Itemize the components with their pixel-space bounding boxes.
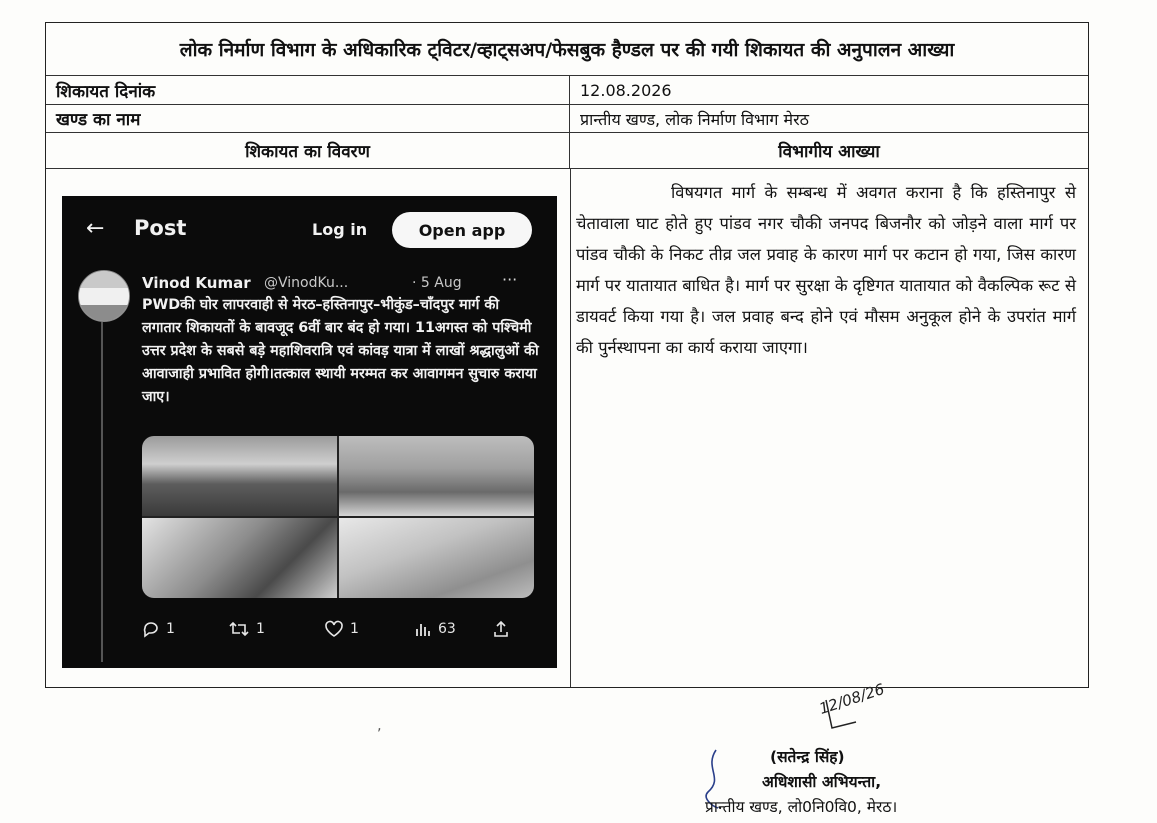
- share-action[interactable]: [492, 620, 510, 638]
- signatory-designation: अधिशासी अभियन्ता,: [762, 773, 882, 791]
- repost-count: 1: [256, 621, 265, 637]
- department-reply-text: विषयगत मार्ग के सम्बन्ध में अवगत कराना है कि हस्तिनापुर से चेतावाला घाट होते हुए पांडव नगर चौकी जनपद बिजनौर को जोड़ने वाला मार्ग पर पांडव चौकी के निकट तीव्र जल प्रवाह के कारण मार्ग पर कटान हो गया, जिस कारण मार्ग पर यातायात बाधित है। मार्ग पर सुरक्षा के दृष्टिगत यातायात को वैकल्पिक रूट से डायवर्ट किया गया है। जल प्रवाह बन्द होने एवं मौसम अनुकूल होने के उपरांत मार्ग की पुर्नस्थापना का कार्य कराया जाएगा।: [576, 183, 1076, 357]
- login-button[interactable]: Log in: [312, 220, 368, 239]
- tweet-text: PWDकी घोर लापरवाही से मेरठ–हस्तिनापुर–भीकुंड–चाँदपुर मार्ग की लगातार शिकायतों के बावजूद 6वीं बार बंद हो गया। 11अगस्त को पश्चिमी उत्तर प्रदेश के सबसे बड़े महाशिवरात्रि एवं कांवड़ यात्रा में लाखों श्रद्धालुओं की आवाजाही प्रभावित होगी।तत्काल स्थायी मरम्मत कर आवागमन सुचारु कराया जाए।: [142, 297, 539, 405]
- repost-action[interactable]: [228, 620, 265, 638]
- views-action[interactable]: [414, 620, 456, 638]
- tweet-photo-4[interactable]: [339, 518, 534, 598]
- avatar[interactable]: [78, 270, 130, 322]
- reply-icon: [142, 620, 160, 638]
- repost-icon: [228, 620, 250, 638]
- open-app-button[interactable]: Open app: [392, 212, 532, 248]
- share-icon: [492, 620, 510, 638]
- tweet-date: · 5 Aug: [412, 275, 462, 291]
- author-handle[interactable]: @VinodKu...: [264, 275, 349, 291]
- like-action[interactable]: [324, 620, 359, 638]
- tweet-screenshot: [62, 196, 557, 668]
- page-title: लोक निर्माण विभाग के अधिकारिक ट्विटर/व्हाट्सअप/फेसबुक हैण्डल पर की गयी शिकायत की अनुपालन आख्या: [179, 39, 955, 61]
- handwritten-date: 12/08/26: [816, 680, 887, 718]
- complaint-date-value: 12.08.2026: [580, 80, 672, 100]
- column-header-row: [46, 133, 1088, 169]
- heart-icon: [324, 620, 344, 638]
- division-value: प्रान्तीय खण्ड, लोक निर्माण विभाग मेरठ: [580, 109, 809, 129]
- tweet-photo-grid[interactable]: [142, 436, 534, 598]
- views-icon: [414, 620, 432, 638]
- like-count: 1: [350, 621, 359, 637]
- division-label: खण्ड का नाम: [56, 110, 141, 130]
- stray-mark: ‚: [377, 718, 382, 734]
- column-divider: [570, 169, 571, 687]
- tweet-photo-2[interactable]: [339, 436, 534, 516]
- more-icon[interactable]: ···: [502, 270, 518, 289]
- reply-action[interactable]: [142, 620, 175, 638]
- tweet-photo-1[interactable]: [142, 436, 337, 516]
- arrow-left-icon[interactable]: ←: [86, 216, 105, 241]
- reply-count: 1: [166, 621, 175, 637]
- division-row: [46, 105, 1088, 133]
- author-name[interactable]: Vinod Kumar: [142, 274, 251, 292]
- views-count: 63: [438, 621, 456, 637]
- signatory-office: प्रान्तीय खण्ड, लो0नि0वि0, मेरठ।: [705, 798, 898, 816]
- thread-line: [101, 322, 103, 662]
- tweet-actions: [142, 620, 537, 642]
- department-reply-header: विभागीय आख्या: [778, 142, 880, 162]
- signatory-name: (सतेन्द्र सिंह): [770, 748, 845, 766]
- complaint-details-header: शिकायत का विवरण: [245, 142, 370, 162]
- title-row: [46, 23, 1088, 76]
- complaint-date-label: शिकायत दिनांक: [56, 81, 156, 102]
- tweet-photo-3[interactable]: [142, 518, 337, 598]
- post-title: Post: [134, 216, 187, 240]
- complaint-date-row: [46, 76, 1088, 105]
